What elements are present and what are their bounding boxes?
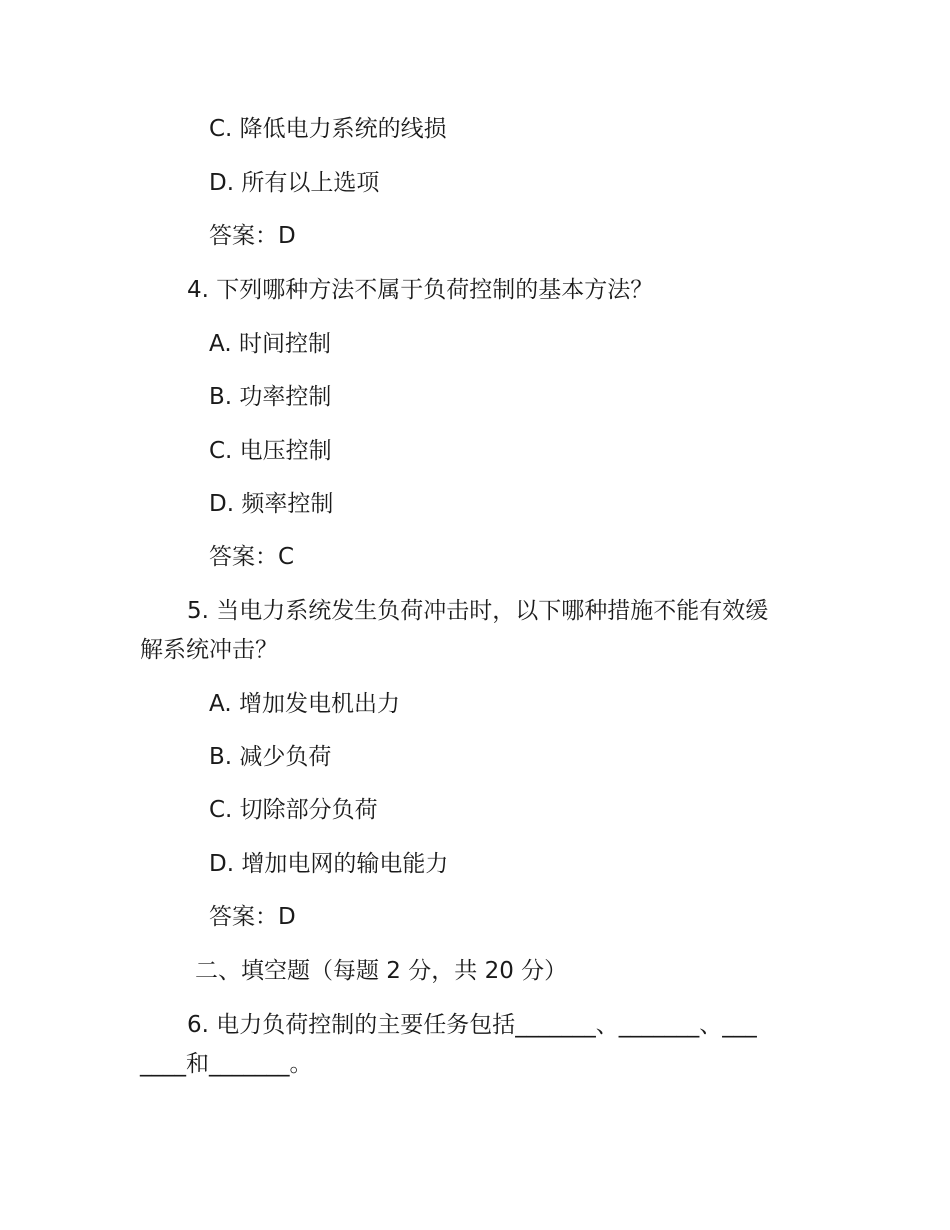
- q5-question-line2: 解系统冲击？: [140, 637, 278, 663]
- q3-option-d: D. 所有以上选项: [209, 170, 380, 196]
- q5-question-line1: 5. 当电力系统发生负荷冲击时，以下哪种措施不能有效缓: [187, 598, 769, 624]
- q5-option-a: A. 增加发电机出力: [209, 691, 400, 717]
- section-heading: 二、填空题（每题 2 分，共 20 分）: [195, 958, 568, 984]
- q5-option-c: C. 切除部分负荷: [209, 797, 378, 823]
- q4-option-b: B. 功率控制: [209, 384, 332, 410]
- q3-option-c: C. 降低电力系统的线损: [209, 116, 447, 142]
- q4-option-d: D. 频率控制: [209, 491, 334, 517]
- q4-option-a: A. 时间控制: [209, 331, 331, 357]
- q5-option-b: B. 减少负荷: [209, 744, 332, 770]
- q4-answer: 答案：C: [209, 544, 295, 570]
- q4-option-c: C. 电压控制: [209, 438, 332, 464]
- q6-question-line1: 6. 电力负荷控制的主要任务包括_______、_______、___: [187, 1012, 757, 1038]
- q5-answer: 答案：D: [209, 904, 296, 930]
- q6-question-line2: ____和_______。: [140, 1051, 313, 1077]
- q3-answer: 答案：D: [209, 223, 296, 249]
- q4-question: 4. 下列哪种方法不属于负荷控制的基本方法？: [187, 277, 654, 303]
- q5-option-d: D. 增加电网的输电能力: [209, 851, 449, 877]
